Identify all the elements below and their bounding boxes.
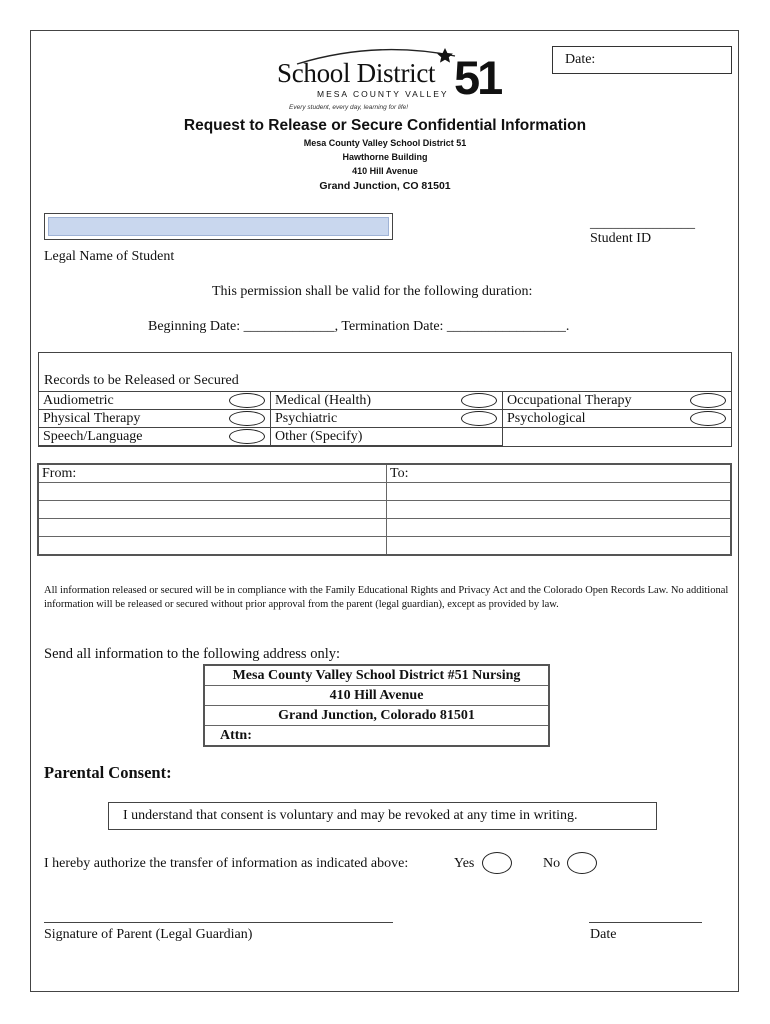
record-psychiatric[interactable] (271, 410, 503, 428)
records-row (39, 410, 732, 428)
record-label: Speech/Language (43, 429, 143, 444)
from-to-row (38, 519, 731, 537)
form-title: Request to Release or Secure Confidential Information (183, 117, 587, 134)
address-row (204, 706, 549, 726)
send-to-address-table (203, 664, 550, 747)
legal-compliance-text: All information released or secured will be in compliance with the Family Educational Rights and Privacy Act and the Colorado Open Records Law. No additional information will be released or secured without prior approval from the parent (legal guardian), except as provided by law. (44, 585, 729, 610)
checkbox-oval-icon[interactable] (229, 429, 265, 444)
from-to-row (38, 537, 731, 556)
to-input[interactable] (387, 537, 732, 556)
checkbox-oval-icon[interactable] (461, 393, 497, 408)
parental-consent-heading: Parental Consent: (44, 763, 172, 782)
address-row (204, 726, 549, 747)
record-psychological[interactable] (503, 410, 732, 428)
checkbox-oval-icon[interactable] (461, 411, 497, 426)
record-empty (503, 428, 732, 446)
record-occupational[interactable] (503, 392, 732, 410)
from-label: From: (38, 464, 387, 483)
from-to-table (37, 463, 732, 556)
signature-label: Signature of Parent (Legal Guardian) (44, 927, 253, 942)
from-input[interactable] (38, 537, 387, 556)
record-medical[interactable] (271, 392, 503, 410)
records-row (39, 428, 732, 446)
authorize-text: I hereby authorize the transfer of information as indicated above: (44, 856, 409, 871)
no-label: No (543, 856, 561, 871)
record-label: Audiometric (43, 393, 114, 408)
from-to-row (38, 501, 731, 519)
address-line-2: Hawthorne Building (342, 152, 428, 162)
checkbox-oval-icon[interactable] (690, 411, 726, 426)
sig-date-line[interactable] (589, 922, 702, 923)
address-line-4: Grand Junction, CO 81501 (319, 180, 451, 192)
student-id-label: Student ID (590, 231, 652, 246)
records-heading: Records to be Released or Secured (44, 373, 239, 388)
from-input[interactable] (38, 519, 387, 537)
record-label: Occupational Therapy (507, 393, 632, 408)
send-to-label: Send all information to the following address only: (44, 646, 340, 662)
send-to-line-3: Grand Junction, Colorado 81501 (204, 706, 549, 726)
from-input[interactable] (38, 501, 387, 519)
checkbox-oval-icon[interactable] (229, 411, 265, 426)
address-line-3: 410 Hill Avenue (352, 166, 418, 176)
record-label: Medical (Health) (275, 393, 372, 408)
checkbox-oval-icon[interactable] (690, 393, 726, 408)
signature-line[interactable] (44, 922, 393, 923)
record-label: Physical Therapy (43, 411, 141, 426)
yes-label: Yes (454, 856, 475, 871)
send-to-line-2: 410 Hill Avenue (204, 686, 549, 706)
legal-name-label: Legal Name of Student (44, 249, 175, 264)
to-input[interactable] (387, 501, 732, 519)
records-table (38, 391, 732, 446)
student-id-blank[interactable]: _______________ (590, 216, 695, 231)
record-audiometric[interactable] (39, 392, 271, 410)
from-to-row (38, 483, 731, 501)
duration-statement: This permission shall be valid for the following duration: (212, 284, 533, 299)
records-row (39, 392, 732, 410)
attn-field[interactable] (204, 726, 549, 747)
from-input[interactable] (38, 483, 387, 501)
record-label: Psychological (507, 411, 586, 426)
district-logo (277, 44, 507, 114)
checkbox-oval-icon[interactable] (229, 393, 265, 408)
no-oval-icon[interactable] (567, 852, 597, 874)
record-physical-therapy[interactable] (39, 410, 271, 428)
to-input[interactable] (387, 483, 732, 501)
logo-school-district-text: School District (277, 58, 436, 88)
address-row (204, 665, 549, 686)
yes-oval-icon[interactable] (482, 852, 512, 874)
duration-dates-line[interactable]: Beginning Date: _____________, Termination Date: _________________. (148, 319, 570, 334)
send-to-line-1: Mesa County Valley School District #51 Nursing (204, 665, 549, 686)
record-other[interactable] (271, 428, 503, 446)
address-row (204, 686, 549, 706)
date-field[interactable] (552, 46, 732, 74)
from-to-header-row (38, 464, 731, 483)
date-label: Date: (565, 52, 596, 67)
logo-county-text: MESA COUNTY VALLEY (317, 89, 449, 99)
consent-voluntary-text: I understand that consent is voluntary and may be revoked at any time in writing. (123, 808, 578, 823)
record-label: Psychiatric (275, 411, 338, 426)
logo-number: 51 (454, 51, 501, 104)
record-speech-language[interactable] (39, 428, 271, 446)
sig-date-label: Date (590, 927, 617, 942)
logo-tagline: Every student, every day, learning for life! (289, 104, 409, 111)
student-name-input[interactable] (44, 213, 393, 240)
attn-label: Attn: (220, 727, 252, 743)
consent-voluntary-box (108, 802, 657, 830)
record-label: Other (Specify) (275, 429, 363, 444)
to-input[interactable] (387, 519, 732, 537)
to-label: To: (387, 464, 732, 483)
address-line-1: Mesa County Valley School District 51 (303, 138, 467, 148)
student-name-fill[interactable] (48, 217, 389, 236)
